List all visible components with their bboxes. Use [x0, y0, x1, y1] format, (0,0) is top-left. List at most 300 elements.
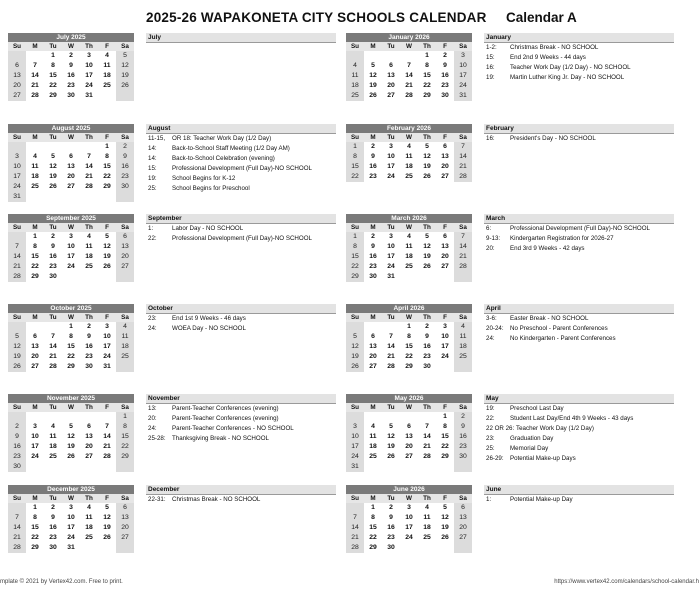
day-cell: 7 [425, 423, 429, 430]
day-cell: 12 [423, 153, 431, 160]
event-item [146, 404, 336, 414]
day-cell: 20 [369, 353, 377, 360]
day-cell: 23 [85, 353, 93, 360]
day-cell: 4 [425, 504, 429, 511]
day-cell: 10 [387, 153, 395, 160]
event-date: 14: [148, 155, 157, 162]
week-row [346, 162, 472, 172]
week-row [346, 81, 472, 91]
day-cell: 17 [346, 442, 364, 452]
day-cell: 1 [407, 323, 411, 330]
day-cell: 10 [387, 243, 395, 250]
event-date: 1: [148, 225, 154, 232]
day-cell: 7 [105, 423, 109, 430]
week-row [346, 362, 472, 372]
day-cell: 23 [423, 353, 431, 360]
day-cell: 30 [67, 92, 75, 99]
empty-day-cell [454, 272, 472, 282]
weekday-label: Th [418, 223, 436, 232]
day-cell: 3 [87, 52, 91, 59]
weekday-label: Tu [44, 42, 62, 51]
week-row [346, 442, 472, 452]
day-cell: 27 [369, 363, 377, 370]
weekday-label: W [400, 223, 418, 232]
footer-url[interactable]: https://www.vertex42.com/calendars/school-calendar.h [554, 579, 699, 585]
week-row [346, 452, 472, 462]
empty-day-cell [400, 543, 418, 553]
weekday-label: W [62, 313, 80, 322]
day-cell: 28 [387, 363, 395, 370]
day-cell: 21 [49, 353, 57, 360]
day-cell: 14 [85, 163, 93, 170]
day-cell: 24 [67, 263, 75, 270]
week-row [346, 543, 472, 553]
day-cell: 6 [407, 423, 411, 430]
day-cell: 29 [405, 363, 413, 370]
empty-day-cell [116, 192, 134, 202]
day-cell: 8 [33, 243, 37, 250]
day-cell: 16 [116, 162, 134, 172]
day-cell: 14 [8, 252, 26, 262]
weekday-label: W [62, 403, 80, 412]
day-cell: 4 [407, 143, 411, 150]
day-cell: 23 [49, 263, 57, 270]
day-cell: 11 [85, 243, 93, 250]
weekday-label: Th [418, 313, 436, 322]
day-cell: 16 [8, 442, 26, 452]
day-cell: 26 [49, 183, 57, 190]
day-cell: 25 [49, 453, 57, 460]
day-cell: 27 [441, 263, 449, 270]
event-date: 22 OR 26: [486, 425, 515, 432]
weekday-label: Su [8, 223, 26, 232]
weekday-label: Tu [382, 403, 400, 412]
event-date: 9-13: [486, 235, 501, 242]
day-cell: 10 [405, 514, 413, 521]
weekday-label: Su [346, 494, 364, 503]
weekday-label: Th [80, 403, 98, 412]
day-cell: 5 [425, 143, 429, 150]
month-calendar [8, 33, 134, 101]
weekday-label: M [364, 223, 382, 232]
weekday-label: Sa [116, 403, 134, 412]
day-cell: 4 [116, 322, 134, 332]
day-cell: 9 [51, 514, 55, 521]
event-date: 16: [486, 64, 495, 71]
day-cell: 12 [8, 342, 26, 352]
week-row [8, 172, 134, 182]
day-cell: 25 [346, 91, 364, 101]
empty-day-cell [62, 192, 80, 202]
weekday-label: F [98, 223, 116, 232]
event-date: 25-28: [148, 435, 166, 442]
day-cell: 28 [8, 272, 26, 282]
events-month-heading: November [146, 394, 336, 404]
day-cell: 17 [387, 253, 395, 260]
day-cell: 7 [454, 142, 472, 152]
empty-day-cell [400, 462, 418, 472]
day-cell: 28 [454, 262, 472, 272]
event-item [146, 324, 336, 334]
month-name: October 2025 [8, 304, 134, 313]
day-cell: 26 [103, 534, 111, 541]
day-cell: 26 [346, 362, 364, 372]
day-cell: 24 [85, 82, 93, 89]
day-cell: 29 [423, 92, 431, 99]
weekday-label: Su [346, 313, 364, 322]
day-cell: 6 [87, 423, 91, 430]
week-row [8, 332, 134, 342]
empty-day-cell [116, 272, 134, 282]
weekday-label: Tu [382, 494, 400, 503]
day-cell: 6 [454, 503, 472, 513]
event-item [146, 424, 336, 434]
day-cell: 30 [85, 363, 93, 370]
empty-day-cell [8, 322, 26, 332]
day-cell: 12 [103, 243, 111, 250]
day-cell: 5 [105, 504, 109, 511]
day-cell: 29 [116, 452, 134, 462]
day-cell: 19 [346, 352, 364, 362]
day-cell: 12 [346, 342, 364, 352]
event-text: Memorial Day [510, 445, 549, 452]
weekday-label: F [436, 313, 454, 322]
day-cell: 19 [103, 253, 111, 260]
weekday-label: Su [346, 42, 364, 51]
day-cell: 13 [441, 243, 449, 250]
event-text: Professional Development (Full Day)-NO SCHOOL [510, 225, 650, 232]
day-cell: 13 [454, 513, 472, 523]
day-cell: 18 [49, 443, 57, 450]
week-row [346, 242, 472, 252]
day-cell: 8 [33, 514, 37, 521]
event-date: 24: [148, 325, 157, 332]
weekday-label: Su [8, 42, 26, 51]
day-cell: 4 [346, 61, 364, 71]
empty-day-cell [436, 462, 454, 472]
day-cell: 15 [31, 524, 39, 531]
day-cell: 19 [49, 173, 57, 180]
event-date: 24: [486, 335, 495, 342]
day-cell: 8 [371, 514, 375, 521]
events-month-heading: February [484, 124, 674, 134]
weekday-label: Th [80, 42, 98, 51]
empty-day-cell [346, 412, 364, 422]
day-cell: 4 [454, 322, 472, 332]
day-cell: 30 [49, 544, 57, 551]
day-cell: 22 [346, 172, 364, 182]
weekday-label: Sa [116, 133, 134, 142]
event-date: 20: [148, 415, 157, 422]
day-cell: 10 [85, 62, 93, 69]
day-cell: 1 [69, 323, 73, 330]
weekday-label: Su [346, 133, 364, 142]
weekday-label: F [98, 42, 116, 51]
day-cell: 15 [423, 72, 431, 79]
day-cell: 19 [116, 71, 134, 81]
empty-day-cell [26, 192, 44, 202]
day-cell: 18 [85, 253, 93, 260]
day-cell: 31 [387, 273, 395, 280]
day-cell: 19 [103, 524, 111, 531]
event-item [146, 154, 336, 164]
weekday-label: Tu [44, 403, 62, 412]
weekday-label: W [400, 313, 418, 322]
event-item [484, 53, 674, 63]
event-item [484, 244, 674, 254]
week-row [346, 533, 472, 543]
weekday-label: M [364, 313, 382, 322]
week-row [8, 232, 134, 242]
month-name: November 2025 [8, 394, 134, 403]
weekday-label: Sa [116, 494, 134, 503]
day-cell: 21 [346, 533, 364, 543]
event-item [484, 63, 674, 73]
month-name: August 2025 [8, 124, 134, 133]
week-row [346, 462, 472, 472]
day-cell: 8 [443, 423, 447, 430]
events-month-heading: April [484, 304, 674, 314]
week-row [346, 61, 472, 71]
events-month-heading: September [146, 214, 336, 224]
day-cell: 22 [423, 82, 431, 89]
day-cell: 23 [441, 82, 449, 89]
day-cell: 21 [8, 533, 26, 543]
weekday-label: Sa [454, 494, 472, 503]
day-cell: 22 [346, 262, 364, 272]
empty-day-cell [26, 142, 44, 152]
event-date: 23: [148, 315, 157, 322]
day-cell: 28 [31, 92, 39, 99]
day-cell: 27 [8, 91, 26, 101]
event-date: 19: [148, 175, 157, 182]
day-cell: 18 [405, 163, 413, 170]
event-text: School Begins for K-12 [172, 175, 236, 182]
month-events [484, 485, 674, 505]
day-cell: 7 [87, 153, 91, 160]
week-row [8, 533, 134, 543]
empty-day-cell [454, 462, 472, 472]
week-row [346, 252, 472, 262]
day-cell: 19 [369, 82, 377, 89]
day-cell: 5 [425, 233, 429, 240]
day-cell: 28 [85, 183, 93, 190]
event-text: Martin Luther King Jr. Day - NO SCHOOL [510, 74, 625, 81]
page-title: 2025-26 WAPAKONETA CITY SCHOOLS CALENDAR [146, 10, 487, 25]
day-cell: 25 [405, 173, 413, 180]
day-cell: 9 [371, 243, 375, 250]
day-cell: 4 [407, 233, 411, 240]
empty-day-cell [62, 462, 80, 472]
week-row [346, 232, 472, 242]
day-cell: 1 [425, 52, 429, 59]
weekday-label: W [400, 133, 418, 142]
event-text: WOEA Day - NO SCHOOL [172, 325, 246, 332]
weekday-label: M [364, 494, 382, 503]
empty-day-cell [364, 322, 382, 332]
day-cell: 16 [369, 163, 377, 170]
empty-day-cell [364, 51, 382, 61]
day-cell: 5 [371, 62, 375, 69]
month-events [146, 485, 336, 505]
day-cell: 25 [405, 263, 413, 270]
weekday-label: Tu [44, 313, 62, 322]
day-cell: 5 [346, 332, 364, 342]
event-text: Professional Development (Full Day)-NO SCHOOL [172, 165, 312, 172]
day-cell: 21 [31, 82, 39, 89]
event-text: Kindergarten Registration for 2026-27 [510, 235, 614, 242]
weekday-header [346, 313, 472, 322]
weekday-label: W [62, 42, 80, 51]
day-cell: 5 [443, 504, 447, 511]
day-cell: 30 [49, 273, 57, 280]
event-text: OR 18: Teacher Work Day (1/2 Day) [172, 135, 272, 142]
weekday-label: W [62, 133, 80, 142]
event-item [484, 454, 674, 464]
event-text: Parent-Teacher Conferences (evening) [172, 405, 279, 412]
empty-day-cell [364, 462, 382, 472]
weekday-label: M [364, 133, 382, 142]
empty-day-cell [8, 51, 26, 61]
month-events [484, 124, 674, 144]
event-item [146, 184, 336, 194]
event-text: End 2nd 9 Weeks - 44 days [510, 54, 586, 61]
day-cell: 1 [371, 504, 375, 511]
day-cell: 8 [346, 152, 364, 162]
day-cell: 23 [116, 172, 134, 182]
day-cell: 20 [441, 253, 449, 260]
day-cell: 26 [441, 534, 449, 541]
day-cell: 22 [31, 534, 39, 541]
event-text: Potential Make-up Days [510, 455, 576, 462]
empty-day-cell [44, 142, 62, 152]
empty-day-cell [98, 462, 116, 472]
empty-day-cell [44, 192, 62, 202]
day-cell: 9 [87, 333, 91, 340]
day-cell: 23 [387, 534, 395, 541]
weekday-label: Th [418, 133, 436, 142]
event-item [484, 495, 674, 505]
day-cell: 22 [31, 263, 39, 270]
event-text: End 3rd 9 Weeks - 42 days [510, 245, 585, 252]
month-events [484, 304, 674, 344]
week-row [8, 513, 134, 523]
week-row [8, 91, 134, 101]
day-cell: 31 [85, 92, 93, 99]
day-cell: 3 [407, 504, 411, 511]
day-cell: 27 [441, 173, 449, 180]
day-cell: 15 [346, 252, 364, 262]
weekday-header [346, 223, 472, 232]
empty-day-cell [382, 412, 400, 422]
day-cell: 18 [85, 524, 93, 531]
day-cell: 8 [425, 62, 429, 69]
event-text: No Kindergarten - Parent Conferences [510, 335, 616, 342]
day-cell: 7 [51, 333, 55, 340]
empty-day-cell [26, 322, 44, 332]
weekday-label: Th [418, 42, 436, 51]
day-cell: 21 [454, 162, 472, 172]
day-cell: 13 [441, 153, 449, 160]
weekday-label: Sa [116, 42, 134, 51]
day-cell: 22 [405, 353, 413, 360]
day-cell: 11 [454, 332, 472, 342]
day-cell: 24 [103, 353, 111, 360]
empty-day-cell [346, 51, 364, 61]
weekday-label: Tu [382, 223, 400, 232]
event-date: 22: [486, 415, 495, 422]
calendar-version-label: Calendar A [506, 10, 577, 25]
day-cell: 11 [405, 243, 413, 250]
event-date: 19: [486, 405, 495, 412]
day-cell: 17 [405, 524, 413, 531]
day-cell: 9 [8, 432, 26, 442]
day-cell: 9 [389, 514, 393, 521]
day-cell: 28 [423, 453, 431, 460]
event-item [146, 414, 336, 424]
empty-day-cell [80, 462, 98, 472]
event-item [146, 164, 336, 174]
empty-day-cell [116, 91, 134, 101]
month-calendar [346, 33, 472, 101]
day-cell: 16 [369, 253, 377, 260]
day-cell: 22 [49, 82, 57, 89]
weekday-label: Sa [454, 313, 472, 322]
day-cell: 20 [405, 443, 413, 450]
day-cell: 14 [454, 152, 472, 162]
day-cell: 12 [387, 433, 395, 440]
day-cell: 31 [8, 192, 26, 202]
day-cell: 9 [443, 62, 447, 69]
event-date: 22: [148, 235, 157, 242]
month-events [146, 214, 336, 244]
week-row [8, 61, 134, 71]
empty-day-cell [116, 462, 134, 472]
day-cell: 30 [441, 92, 449, 99]
day-cell: 15 [103, 163, 111, 170]
day-cell: 23 [8, 452, 26, 462]
event-item [484, 134, 674, 144]
weekday-header [346, 494, 472, 503]
event-text: Parent-Teacher Conferences (evening) [172, 415, 279, 422]
event-text: Graduation Day [510, 435, 554, 442]
day-cell: 16 [387, 524, 395, 531]
day-cell: 7 [346, 513, 364, 523]
month-name: December 2025 [8, 485, 134, 494]
day-cell: 21 [423, 443, 431, 450]
day-cell: 14 [405, 72, 413, 79]
weekday-label: F [436, 42, 454, 51]
day-cell: 21 [454, 252, 472, 262]
weekday-label: Tu [44, 133, 62, 142]
week-row [8, 362, 134, 372]
day-cell: 14 [49, 343, 57, 350]
weekday-label: Su [8, 403, 26, 412]
day-cell: 16 [441, 72, 449, 79]
month-calendar [346, 394, 472, 472]
day-cell: 25 [454, 352, 472, 362]
day-cell: 20 [441, 163, 449, 170]
day-cell: 8 [116, 422, 134, 432]
event-text: School Begins for Preschool [172, 185, 250, 192]
day-cell: 10 [103, 333, 111, 340]
event-date: 25: [486, 445, 495, 452]
day-cell: 9 [454, 422, 472, 432]
day-cell: 1 [33, 504, 37, 511]
weekday-label: Tu [382, 133, 400, 142]
month-name: May 2026 [346, 394, 472, 403]
day-cell: 25 [31, 183, 39, 190]
